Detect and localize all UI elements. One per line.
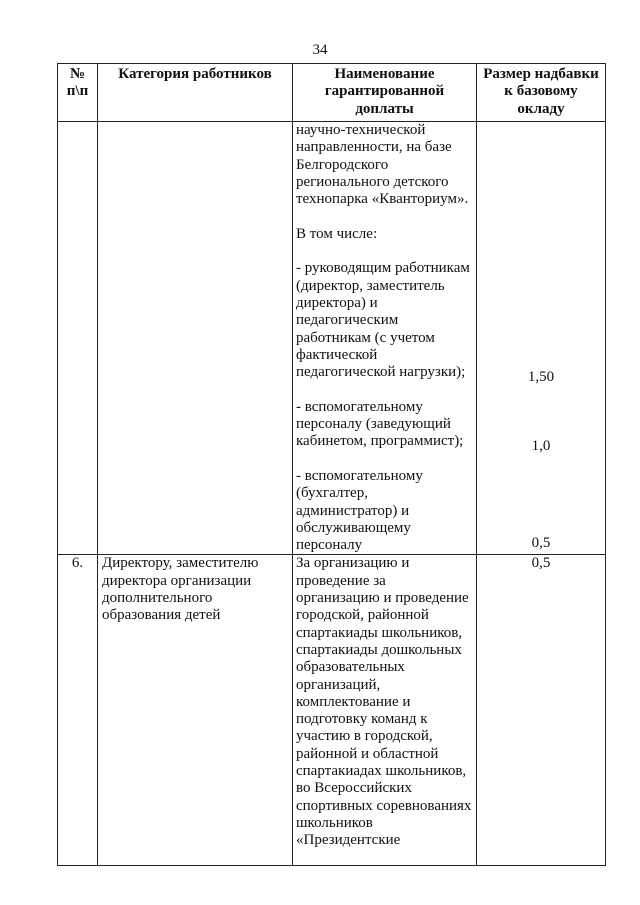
cell-category — [98, 122, 293, 555]
cell-allowance-size: 0,5 — [477, 555, 606, 866]
header-allowance-size: Размер надбавки к базовому окладу — [477, 64, 606, 122]
table-header-row — [58, 64, 606, 122]
page-number: 34 — [312, 42, 328, 58]
cell-allowance-size — [477, 122, 606, 555]
header-allowance-name: Наименование гарантированной доплаты — [293, 64, 477, 122]
cell-number — [58, 122, 98, 555]
cell-allowance-name: научно-технической направленности, на базе Белгородского регионального детского технопарка «Кванториум». В том числе: - руководящим работникам (директор, заместитель директора) и педагогическим работникам (с учетом фактической педагогической нагрузки); - вспомогательному персоналу (заведующий кабинетом, программист); - вспомогательному (бухгалтер, администратор) и обслуживающему персоналу — [293, 122, 477, 555]
size-value-support-staff: 1,0 — [531, 438, 551, 454]
allowance-table — [57, 63, 606, 866]
cell-category: Директору, заместителю директора организации дополнительного образования детей — [98, 555, 293, 866]
header-category: Категория работников — [98, 64, 293, 122]
table-row-continued — [58, 122, 606, 555]
header-number: № п\п — [58, 64, 98, 122]
size-value-management: 1,50 — [527, 369, 555, 385]
cell-allowance-name: За организацию и проведение за организацию и проведение городской, районной спартакиады школьников, спартакиады дошкольных образовательных организаций, комплектование и подготовку команд к участию в городской, районной и областной спартакиадах школьников, во Всероссийских спортивных соревнованиях школьников «Президентские — [293, 555, 477, 866]
size-value-service-staff: 0,5 — [531, 535, 551, 551]
cell-number: 6. — [58, 555, 98, 866]
table-row-6 — [58, 555, 606, 866]
